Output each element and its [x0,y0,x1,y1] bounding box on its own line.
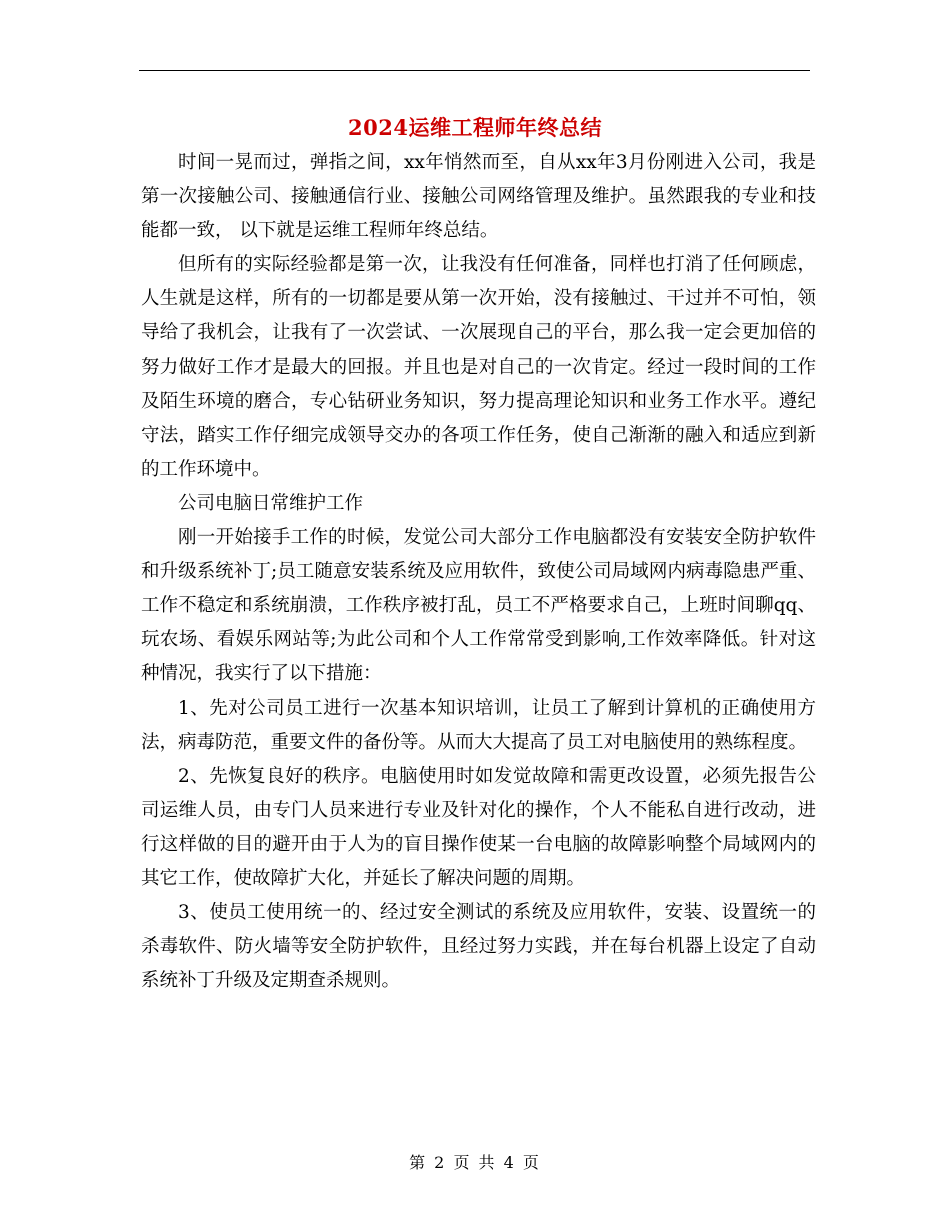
document-body [141,146,816,998]
list-item-3: 3、使员工使用统一的、经过安全测试的系统及应用软件，安装、设置统一的杀毒软件、防火墙等安全防护软件，且经过努力实践，并在每台机器上设定了自动系统补丁升级及定期查杀规则。 [141,902,816,992]
page-number: 第 2 页 共 4 页 [409,1153,541,1172]
paragraph-situation: 刚一开始接手工作的时候，发觉公司大部分工作电脑都没有安装安全防护软件和升级系统补丁;员工随意安装系统及应用软件，致使公司局域网内病毒隐患严重、工作不稳定和系统崩溃，工作秩序被打乱，员工不严格要求自己，上班时间聊qq、玩农场、看娱乐网站等;为此公司和个人工作常常受到影响,工作效率降低。针对这种情况，我实行了以下措施： [141,527,816,685]
document-title: 2024运维工程师年终总结 [348,115,602,140]
list-item-2: 2、先恢复良好的秩序。电脑使用时如发觉故障和需更改设置，必须先报告公司运维人员，由专门人员来进行专业及针对化的操作，个人不能私自进行改动，进行这样做的目的避开由于人为的盲目操作使某一台电脑的故障影响整个局域网内的其它工作，使故障扩大化，并延长了解决问题的周期。 [141,765,816,889]
section-heading-maintenance: 公司电脑日常维护工作 [178,492,364,514]
paragraph-intro: 时间一晃而过，弹指之间，xx年悄然而至，自从xx年3月份刚进入公司，我是第一次接触公司、接触通信行业、接触公司网络管理及维护。虽然跟我的专业和技能都一致， 以下就是运维工程师年终总结。 [141,152,816,242]
header-rule [139,70,810,71]
list-item-1: 1、先对公司员工进行一次基本知识培训，让员工了解到计算机的正确使用方法，病毒防范，重要文件的备份等。从而大大提高了员工对电脑使用的熟练程度。 [141,697,816,753]
paragraph-experience: 但所有的实际经验都是第一次，让我没有任何准备，同样也打消了任何顾虑，人生就是这样，所有的一切都是要从第一次开始，没有接触过、干过并不可怕，领导给了我机会，让我有了一次尝试、一次展现自己的平台，那么我一定会更加倍的努力做好工作才是最大的回报。并且也是对自己的一次肯定。经过一段时间的工作及陌生环境的磨合，专心钻研业务知识，努力提高理论知识和业务工作水平。遵纪守法，踏实工作仔细完成领导交办的各项工作任务，使自己渐渐的融入和适应到新的工作环境中。 [141,254,816,480]
